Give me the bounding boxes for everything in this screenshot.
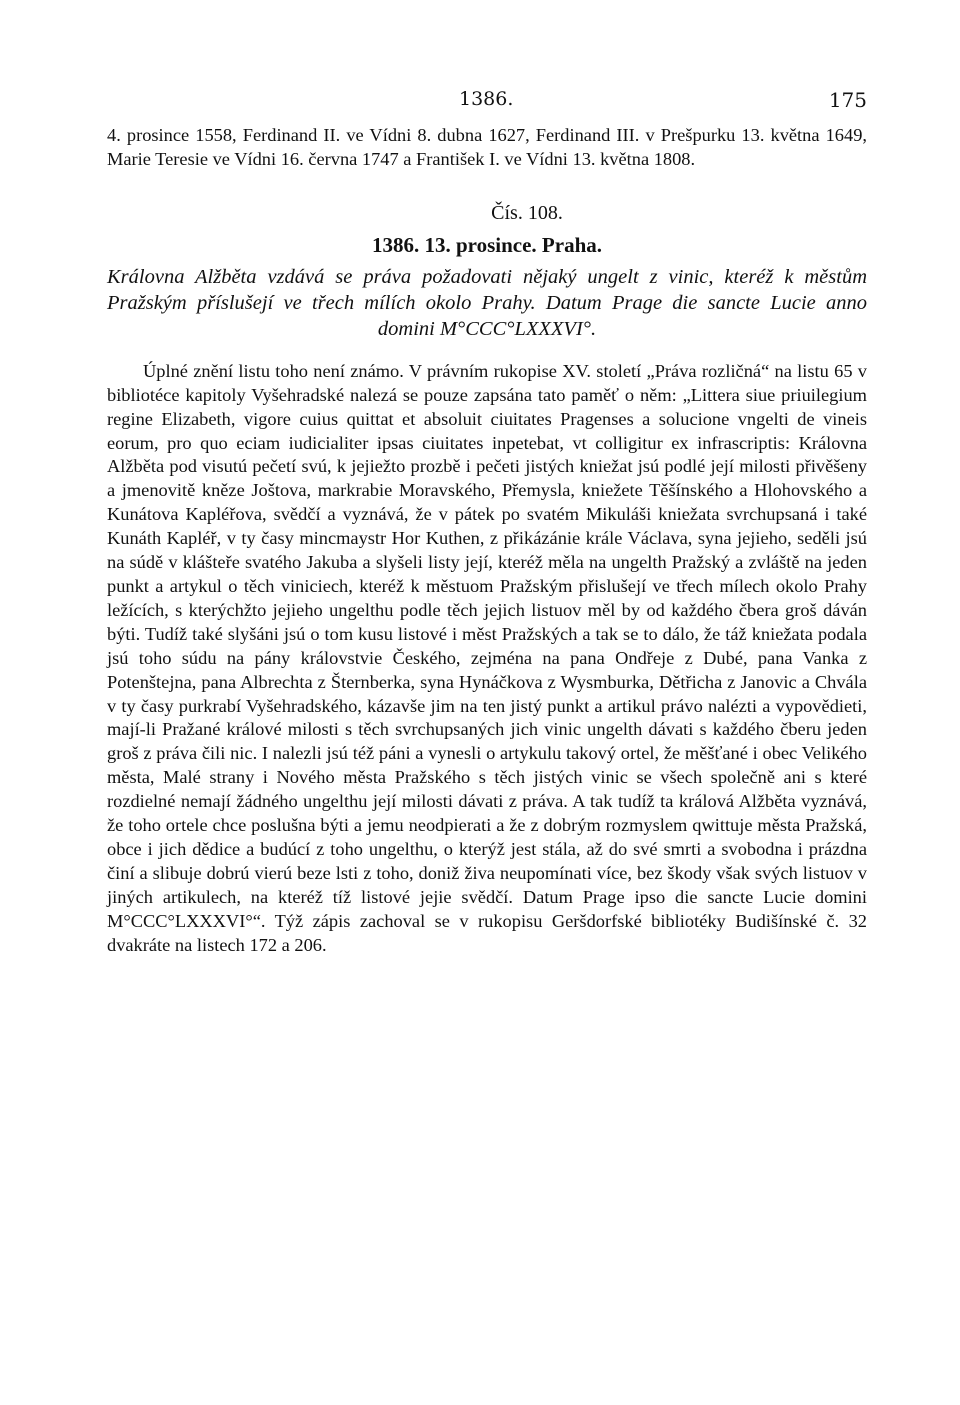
document-body: Úplné znění listu toho není známo. V právním rukopise XV. století „Práva rozličná“ na listu 65 v bibliotéce kapitoly Vyšehradské nalezá se pouze zapsána tato paměť o něm: „Littera siue priuilegium regine Elizabeth, vigore cuius quittat et absoluit ciuitates Pragenses a solucione vngelti de vineis eorum, pro quo eciam iudicialiter ipsas ciuitates inpetebat, vt colligitur ex infrascriptis: Královna Alžběta pod visutú pečetí svú, k jejiežto prozbě i pečeti jistých kniežat jsú podlé její milosti přivěšeny a jmenovitě kněze Joštova, markrabie Moravského, Přemysla, kniežete Těšínského a Hlohovského a Kunátova Kapléřova, svědčí a vyznává, že v pátek po svatém Mikuláši kniežata svrchupsaná i také Kunáth Kapléř, v ty časy mincmaystr Hor Kuthen, z přikázánie krále Václava, syna jejieho, seděli jsú na súdě v klášteře svatého Jakuba a slyšeli listy její, kteréž měla na ungelth Pražský a zvláště na jeden punkt a artykul o těch viniciech, kteréž k městuom Pražským přislušejí ve třech mílech okolo Prahy ležících, s kterýchžto jejieho ungelthu podle těch jejich listuov měl by od každého čbera groš dáván býti. Tudíž také slyšáni jsú o tom kusu listové i měst Pražských a tak se to dálo, že táž kniežata podala jsú toho súdu na pány královstvie Českého, zejména na pana Ondřeje z Dubé, pana Vanka z Potenštejna, pana Albrechta z Šternberka, syna Hynáčkova z Wysmburka, Dětřicha z Janovic a Chvála v ty časy purkrabí Vyšehradského, kázavše jim na ten jistý punkt a artikul právo nalézti a vypovědieti, mají-li Pražané králové milosti s těch svrchupsaných jich vinic ungelth dávati s každého čberu jeden groš z práva čili nic. I nalezli jsú též páni a vynesli o artykulu takový ortel, že měšťané i obec Velikého města, Malé strany i Nového města Pražského s těch jistých vinic se všech společně ani s které rozdielné nemají žádného ungelthu její milosti dávati z práva. A tak tudíž ta králová Alžběta vyznává, že toho ortele chce poslušna býti a jemu neodpierati a že z dobrým rozmyslem qwittuje města Pražská, obce i jich dědice a budúcí z toho ungelthu, o kterýž jest stála, až do své smrti a svobodna i prázdna činí a slibuje dobrú vierú beze lsti z toho, doniž živa neupomínati více, bez škody však svých listuov v jiných artikulech, na kteréž tíž listové jejie svědčí. Datum Prage ipso die sancte Lucie domini M°CCC°LXXXVI°“. Týž zápis zachoval se v rukopisu Geršdorfské bibliotéky Budišínské č. 32 dvakráte na listech 172 a 206.: [107, 360, 867, 955]
book-page: [107, 88, 867, 957]
running-header-year: 1386.: [459, 88, 514, 110]
document-number: Čís. 108.: [491, 201, 563, 224]
preceding-paragraph: 4. prosince 1558, Ferdinand II. ve Vídni 8. dubna 1627, Ferdinand III. v Prešpurku 13. května 1649, Marie Teresie ve Vídni 16. června 1747 a František I. ve Vídni 13. května 1808.: [107, 125, 867, 169]
page-number: 175: [828, 88, 867, 112]
document-regest: Královna Alžběta vzdává se práva požadovati nějaký ungelt z vinic, kteréž k městům Pražským příslušejí ve třech mílích okolo Prahy. Datum Prage die sancte Lucie anno domini M°CCC°LXXXVI°.: [107, 265, 867, 340]
document-date-heading: 1386. 13. prosince. Praha.: [371, 232, 603, 257]
running-header: [107, 88, 867, 124]
